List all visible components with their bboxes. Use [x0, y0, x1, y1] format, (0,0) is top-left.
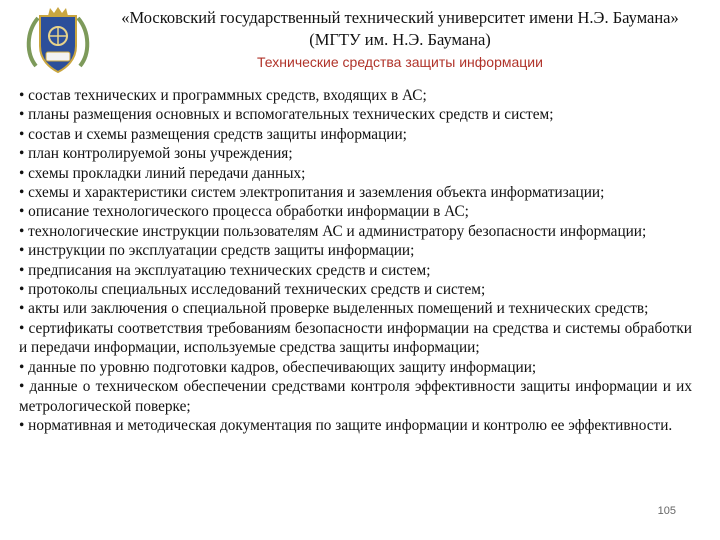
list-item: • план контролируемой зоны учреждения; — [19, 145, 293, 163]
list-item: • инструкции по эксплуатации средств защиты информации; — [19, 242, 415, 260]
list-item: • планы размещения основных и вспомогательных технических средств и систем; — [19, 106, 554, 124]
slide-header — [100, 8, 700, 72]
list-item: • протоколы специальных исследований технических средств и систем; — [19, 281, 486, 299]
university-name: «Московский государственный технический университет имени Н.Э. Баумана» — [121, 8, 679, 27]
list-item: • нормативная и методическая документация по защите информации и контролю ее эффективности. — [19, 416, 673, 434]
list-item: • акты или заключения о специальной проверке выделенных помещений и технических средств; — [19, 300, 649, 318]
list-item: • данные о техническом обеспечении средствами контроля эффективности защиты информации и их метрологической поверке; — [19, 378, 692, 415]
university-crest-icon — [24, 6, 92, 76]
list-item: • технологические инструкции пользователям АС и администратору безопасности информации; — [19, 222, 647, 240]
topic-title: Технические средства защиты информации — [257, 54, 543, 70]
university-short-name: (МГТУ им. Н.Э. Баумана) — [309, 30, 491, 49]
list-item: • состав и схемы размещения средств защиты информации; — [19, 125, 407, 143]
list-item: • предписания на эксплуатацию технических средств и систем; — [19, 261, 431, 279]
page-number: 105 — [657, 505, 676, 517]
list-item: • схемы и характеристики систем электропитания и заземления объекта информатизации; — [19, 184, 605, 202]
document-list — [19, 86, 692, 435]
list-item: • описание технологического процесса обработки информации в АС; — [19, 203, 469, 221]
list-item: • схемы прокладки линий передачи данных; — [19, 164, 306, 182]
list-item: • данные по уровню подготовки кадров, обеспечивающих защиту информации; — [19, 358, 537, 376]
list-item: • сертификаты соответствия требованиям безопасности информации на средства и системы обработки и передачи информации, используемые средства защиты информации; — [19, 319, 692, 357]
list-item: • состав технических и программных средств, входящих в АС; — [19, 87, 427, 104]
